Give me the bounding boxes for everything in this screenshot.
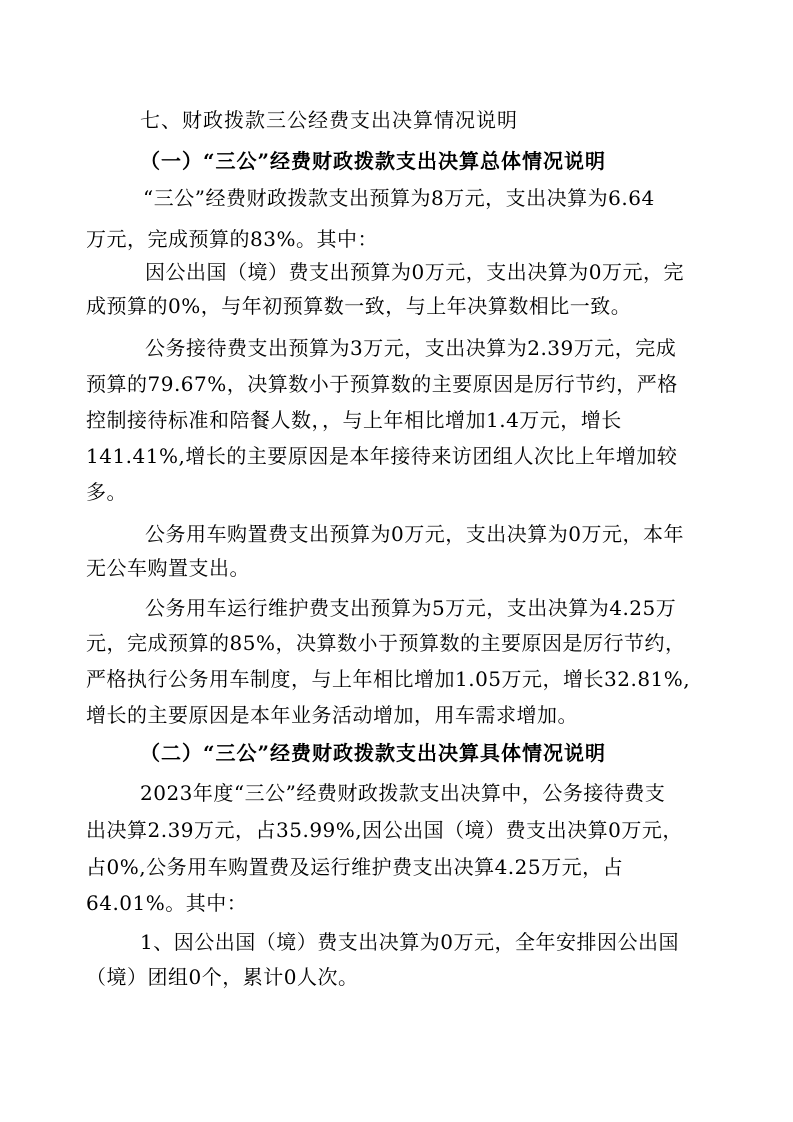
paragraph-line: 无公车购置支出。 [86,556,250,580]
paragraph-line: 出决算2.39万元，占35.99%,因公出国（境）费支出决算0万元， [86,818,683,842]
paragraph-line: 141.41%,增长的主要原因是本年接待来访团组人次比上年增加较 [86,444,678,468]
paragraph-line: 严格执行公务用车制度，与上年相比增加1.05万元，增长32.81%, [86,667,691,691]
subsection-title-overall: （一）“三公”经费财政拨款支出决算总体情况说明 [140,149,607,173]
paragraph-line: 因公出国（境）费支出预算为0万元，支出决算为0万元，完 [145,260,684,284]
paragraph-line: 64.01%。其中： [86,891,248,915]
subsection-title-detail: （二）“三公”经费财政拨款支出决算具体情况说明 [140,741,607,765]
paragraph-line: “三公”经费财政拨款支出预算为8万元，支出决算为6.64 [143,186,655,210]
paragraph-line: 控制接待标准和陪餐人数，，与上年相比增加1.4万元，增长 [86,408,622,432]
paragraph-line: 多。 [86,480,127,504]
paragraph-line: 1、因公出国（境）费支出决算为0万元，全年安排因公出国 [140,930,679,954]
paragraph-line: 万元，完成预算的83%。其中： [86,227,378,251]
paragraph-line: 成预算的0%，与年初预算数一致，与上年决算数相比一致。 [86,294,632,318]
section-title: 七、财政拨款三公经费支出决算情况说明 [140,108,518,132]
paragraph-line: 2023年度“三公”经费财政拨款支出决算中，公务接待费支 [140,781,666,805]
paragraph-line: （境）团组0个，累计0人次。 [86,965,359,989]
paragraph-line: 公务用车购置费支出预算为0万元，支出决算为0万元，本年 [145,522,684,546]
paragraph-line: 元，完成预算的85%，决算数小于预算数的主要原因是厉行节约， [86,631,686,655]
paragraph-line: 增长的主要原因是本年业务活动增加，用车需求增加。 [86,703,578,727]
paragraph-line: 占0%,公务用车购置费及运行维护费支出决算4.25万元，占 [86,855,624,879]
paragraph-line: 公务接待费支出预算为3万元，支出决算为2.39万元，完成 [145,336,677,360]
paragraph-line: 公务用车运行维护费支出预算为5万元，支出决算为4.25万 [145,596,677,620]
paragraph-line: 预算的79.67%，决算数小于预算数的主要原因是厉行节约，严格 [86,372,678,396]
